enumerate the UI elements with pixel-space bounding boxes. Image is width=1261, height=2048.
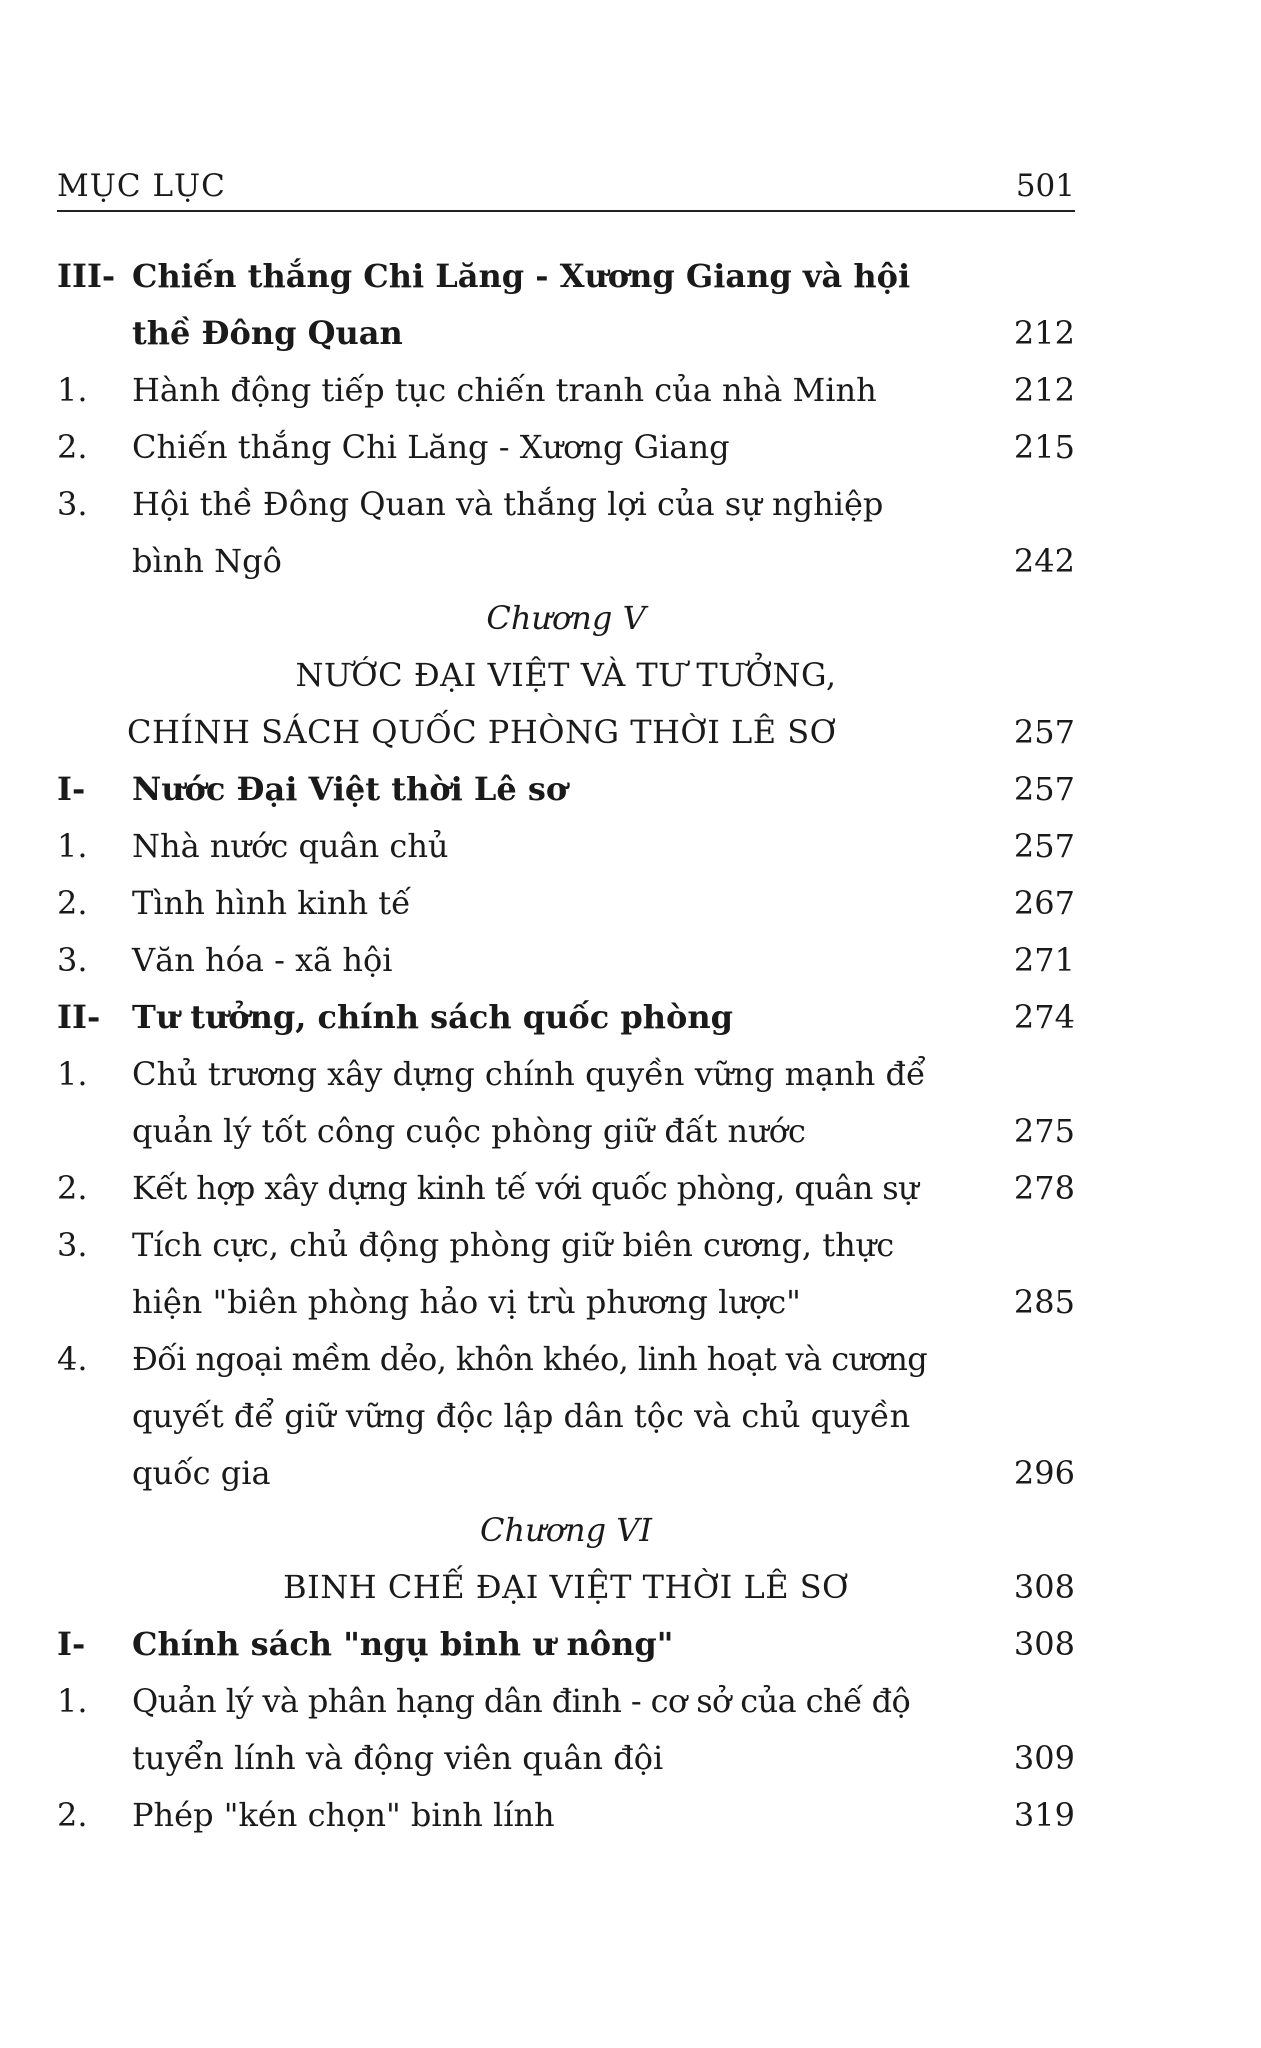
entry-number: 1.	[57, 827, 88, 865]
entry-page: 274	[1013, 998, 1075, 1036]
entry-page: 242	[1013, 542, 1075, 580]
page-title: MỤC LỤC	[57, 168, 226, 204]
page-header	[57, 160, 1075, 212]
entry-number: 1.	[57, 1682, 88, 1720]
entry-number: 1.	[57, 371, 88, 409]
entry-title: hiện "biên phòng hảo vị trù phương lược"	[132, 1283, 801, 1321]
entry-page: 296	[1013, 1454, 1075, 1492]
entry-title: Tích cực, chủ động phòng giữ biên cương, thực	[132, 1226, 895, 1264]
toc-entry	[57, 1787, 1075, 1844]
entry-title: Kết hợp xây dựng kinh tế với quốc phòng, quân sự	[132, 1169, 919, 1207]
entry-title: Tư tưởng, chính sách quốc phòng	[132, 998, 733, 1036]
toc-entry	[57, 1103, 1075, 1160]
entry-title: Phép "kén chọn" binh lính	[132, 1796, 555, 1834]
chapter-title-line: BINH CHẾ ĐẠI VIỆT THỜI LÊ SƠ	[283, 1568, 849, 1606]
entry-page: 319	[1013, 1796, 1075, 1834]
toc-entry	[57, 818, 1075, 875]
toc-entry	[57, 875, 1075, 932]
entry-number: 2.	[57, 884, 88, 922]
entry-number: II-	[57, 998, 101, 1036]
entry-title: tuyển lính và động viên quân đội	[132, 1739, 664, 1777]
table-of-contents	[57, 248, 1075, 1844]
entry-page: 215	[1013, 428, 1075, 466]
entry-page: 212	[1013, 371, 1075, 409]
chapter-title-line: NƯỚC ĐẠI VIỆT VÀ TƯ TƯỞNG,	[295, 656, 837, 694]
entry-page: 309	[1013, 1739, 1075, 1777]
entry-page: 257	[1013, 713, 1075, 751]
toc-section-heading	[57, 248, 1075, 305]
toc-entry	[57, 1673, 1075, 1730]
entry-title: quản lý tốt công cuộc phòng giữ đất nước	[132, 1112, 806, 1150]
entry-number: 4.	[57, 1340, 88, 1378]
chapter-title	[57, 1559, 1075, 1616]
entry-number: III-	[57, 257, 116, 295]
chapter-title	[57, 647, 1075, 704]
entry-number: 3.	[57, 1226, 88, 1264]
entry-title: Tình hình kinh tế	[132, 884, 411, 922]
entry-title: quyết để giữ vững độc lập dân tộc và chủ quyền	[132, 1397, 911, 1435]
toc-entry	[57, 1274, 1075, 1331]
entry-page: 257	[1013, 770, 1075, 808]
entry-number: I-	[57, 1625, 86, 1663]
toc-entry	[57, 419, 1075, 476]
toc-entry	[57, 1388, 1075, 1445]
toc-entry	[57, 1217, 1075, 1274]
toc-section-heading	[57, 1616, 1075, 1673]
entry-number: I-	[57, 770, 86, 808]
entry-title: Hành động tiếp tục chiến tranh của nhà Minh	[132, 371, 877, 409]
toc-entry	[57, 1730, 1075, 1787]
toc-entry	[57, 476, 1075, 533]
entry-title: Văn hóa - xã hội	[132, 941, 393, 979]
entry-number: 2.	[57, 1169, 88, 1207]
chapter-title	[57, 704, 1075, 761]
toc-section-heading	[57, 761, 1075, 818]
toc-entry	[57, 1046, 1075, 1103]
entry-title: Chính sách "ngụ binh ư nông"	[132, 1625, 674, 1663]
entry-title: Chủ trương xây dựng chính quyền vững mạnh để	[132, 1055, 926, 1093]
chapter-number: Chương V	[486, 599, 646, 637]
toc-entry	[57, 1331, 1075, 1388]
toc-section-heading	[57, 989, 1075, 1046]
entry-page: 257	[1013, 827, 1075, 865]
entry-page: 308	[1013, 1568, 1075, 1606]
entry-title: Quản lý và phân hạng dân đinh - cơ sở của chế độ	[132, 1682, 911, 1720]
toc-section-heading	[57, 305, 1075, 362]
entry-number: 3.	[57, 485, 88, 523]
entry-title: Hội thề Đông Quan và thắng lợi của sự nghiệp	[132, 485, 884, 523]
entry-title: Chiến thắng Chi Lăng - Xương Giang và hội	[132, 257, 911, 295]
toc-entry	[57, 932, 1075, 989]
entry-page: 212	[1013, 314, 1075, 352]
entry-number: 1.	[57, 1055, 88, 1093]
chapter-title-line: CHÍNH SÁCH QUỐC PHÒNG THỜI LÊ SƠ	[127, 713, 837, 751]
entry-number: 3.	[57, 941, 88, 979]
entry-number: 2.	[57, 428, 88, 466]
toc-entry	[57, 1160, 1075, 1217]
entry-title: bình Ngô	[132, 542, 282, 580]
entry-number: 2.	[57, 1796, 88, 1834]
entry-title: Nước Đại Việt thời Lê sơ	[132, 770, 568, 808]
chapter-number: Chương VI	[480, 1511, 652, 1549]
entry-title: thề Đông Quan	[132, 314, 403, 352]
entry-title: Đối ngoại mềm dẻo, khôn khéo, linh hoạt và cương	[132, 1340, 928, 1378]
entry-page: 267	[1013, 884, 1075, 922]
chapter-label	[57, 1502, 1075, 1559]
chapter-label	[57, 590, 1075, 647]
entry-page: 275	[1013, 1112, 1075, 1150]
entry-page: 271	[1013, 941, 1075, 979]
page-number: 501	[1015, 168, 1075, 204]
entry-page: 278	[1013, 1169, 1075, 1207]
entry-title: Nhà nước quân chủ	[132, 827, 449, 865]
entry-title: quốc gia	[132, 1454, 271, 1492]
entry-page: 308	[1013, 1625, 1075, 1663]
toc-entry	[57, 1445, 1075, 1502]
toc-entry	[57, 533, 1075, 590]
entry-page: 285	[1013, 1283, 1075, 1321]
toc-entry	[57, 362, 1075, 419]
entry-title: Chiến thắng Chi Lăng - Xương Giang	[132, 428, 730, 466]
